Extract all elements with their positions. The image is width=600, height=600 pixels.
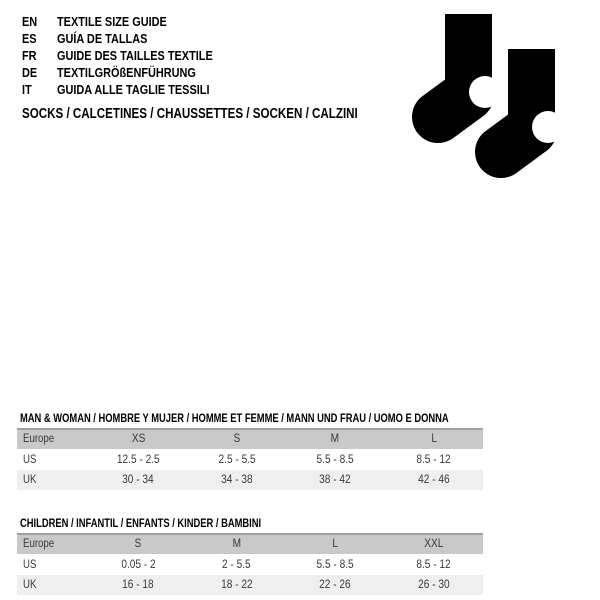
table-row-uk	[17, 470, 483, 490]
column-header: Europe	[23, 538, 55, 550]
language-label: GUIDA ALLE TAGLIE TESSILI	[57, 82, 210, 97]
column-header: XXL	[424, 538, 444, 550]
category-title: SOCKS / CALCETINES / CHAUSSETTES / SOCKEN / CALZINI	[22, 106, 358, 122]
column-header: L	[430, 433, 437, 445]
size-value: 2 - 5.5	[222, 559, 252, 571]
table-header-row	[17, 430, 483, 450]
size-value: 22 - 26	[319, 579, 352, 591]
language-code: FR	[22, 48, 37, 63]
language-row-en	[22, 13, 242, 30]
size-grid	[17, 533, 483, 595]
size-value: 0.05 - 2	[121, 559, 156, 571]
table-row-us	[17, 555, 483, 575]
table-row-us	[17, 450, 483, 470]
size-value: 30 - 34	[122, 474, 155, 486]
column-header: XS	[131, 433, 146, 445]
column-header: M	[331, 433, 340, 445]
language-code: IT	[22, 82, 32, 97]
language-row-de	[22, 64, 242, 81]
region-label: UK	[23, 474, 37, 486]
socks-icon	[400, 10, 580, 185]
size-value: 34 - 38	[220, 474, 253, 486]
size-value: 16 - 18	[122, 579, 155, 591]
size-value: 38 - 42	[319, 474, 352, 486]
column-header: Europe	[23, 433, 55, 445]
size-value: 42 - 46	[417, 474, 450, 486]
column-header: L	[332, 538, 339, 550]
size-value: 8.5 - 12	[416, 454, 451, 466]
size-value: 2.5 - 5.5	[218, 454, 256, 466]
region-label: UK	[23, 579, 37, 591]
region-label: US	[23, 559, 37, 571]
language-label: GUIDE DES TAILLES TEXTILE	[57, 48, 213, 63]
size-grid	[17, 428, 483, 490]
column-header: S	[233, 433, 241, 445]
language-row-es	[22, 30, 242, 47]
column-header: M	[232, 538, 241, 550]
size-table-adults	[17, 411, 483, 490]
size-table-children	[17, 516, 483, 595]
column-header: S	[134, 538, 142, 550]
region-label: US	[23, 454, 37, 466]
language-row-it	[22, 81, 242, 98]
size-value: 12.5 - 2.5	[116, 454, 160, 466]
language-code: DE	[22, 65, 38, 80]
language-label: TEXTILGRÖßENFÜHRUNG	[57, 65, 196, 80]
language-list	[22, 13, 242, 98]
table-title: MAN & WOMAN / HOMBRE Y MUJER / HOMME ET FEMME / MANN UND FRAU / UOMO E DONNA	[20, 411, 449, 425]
size-value: 5.5 - 8.5	[316, 559, 354, 571]
language-label: GUÍA DE TALLAS	[57, 31, 148, 46]
table-header-row	[17, 535, 483, 555]
size-value: 5.5 - 8.5	[316, 454, 354, 466]
table-title: CHILDREN / INFANTIL / ENFANTS / KINDER / BAMBINI	[20, 516, 262, 530]
size-value: 8.5 - 12	[416, 559, 451, 571]
size-value: 26 - 30	[417, 579, 450, 591]
table-row-uk	[17, 575, 483, 595]
language-code: ES	[22, 31, 37, 46]
size-value: 18 - 22	[220, 579, 253, 591]
language-label: TEXTILE SIZE GUIDE	[57, 14, 167, 29]
language-row-fr	[22, 47, 242, 64]
language-code: EN	[22, 14, 38, 29]
